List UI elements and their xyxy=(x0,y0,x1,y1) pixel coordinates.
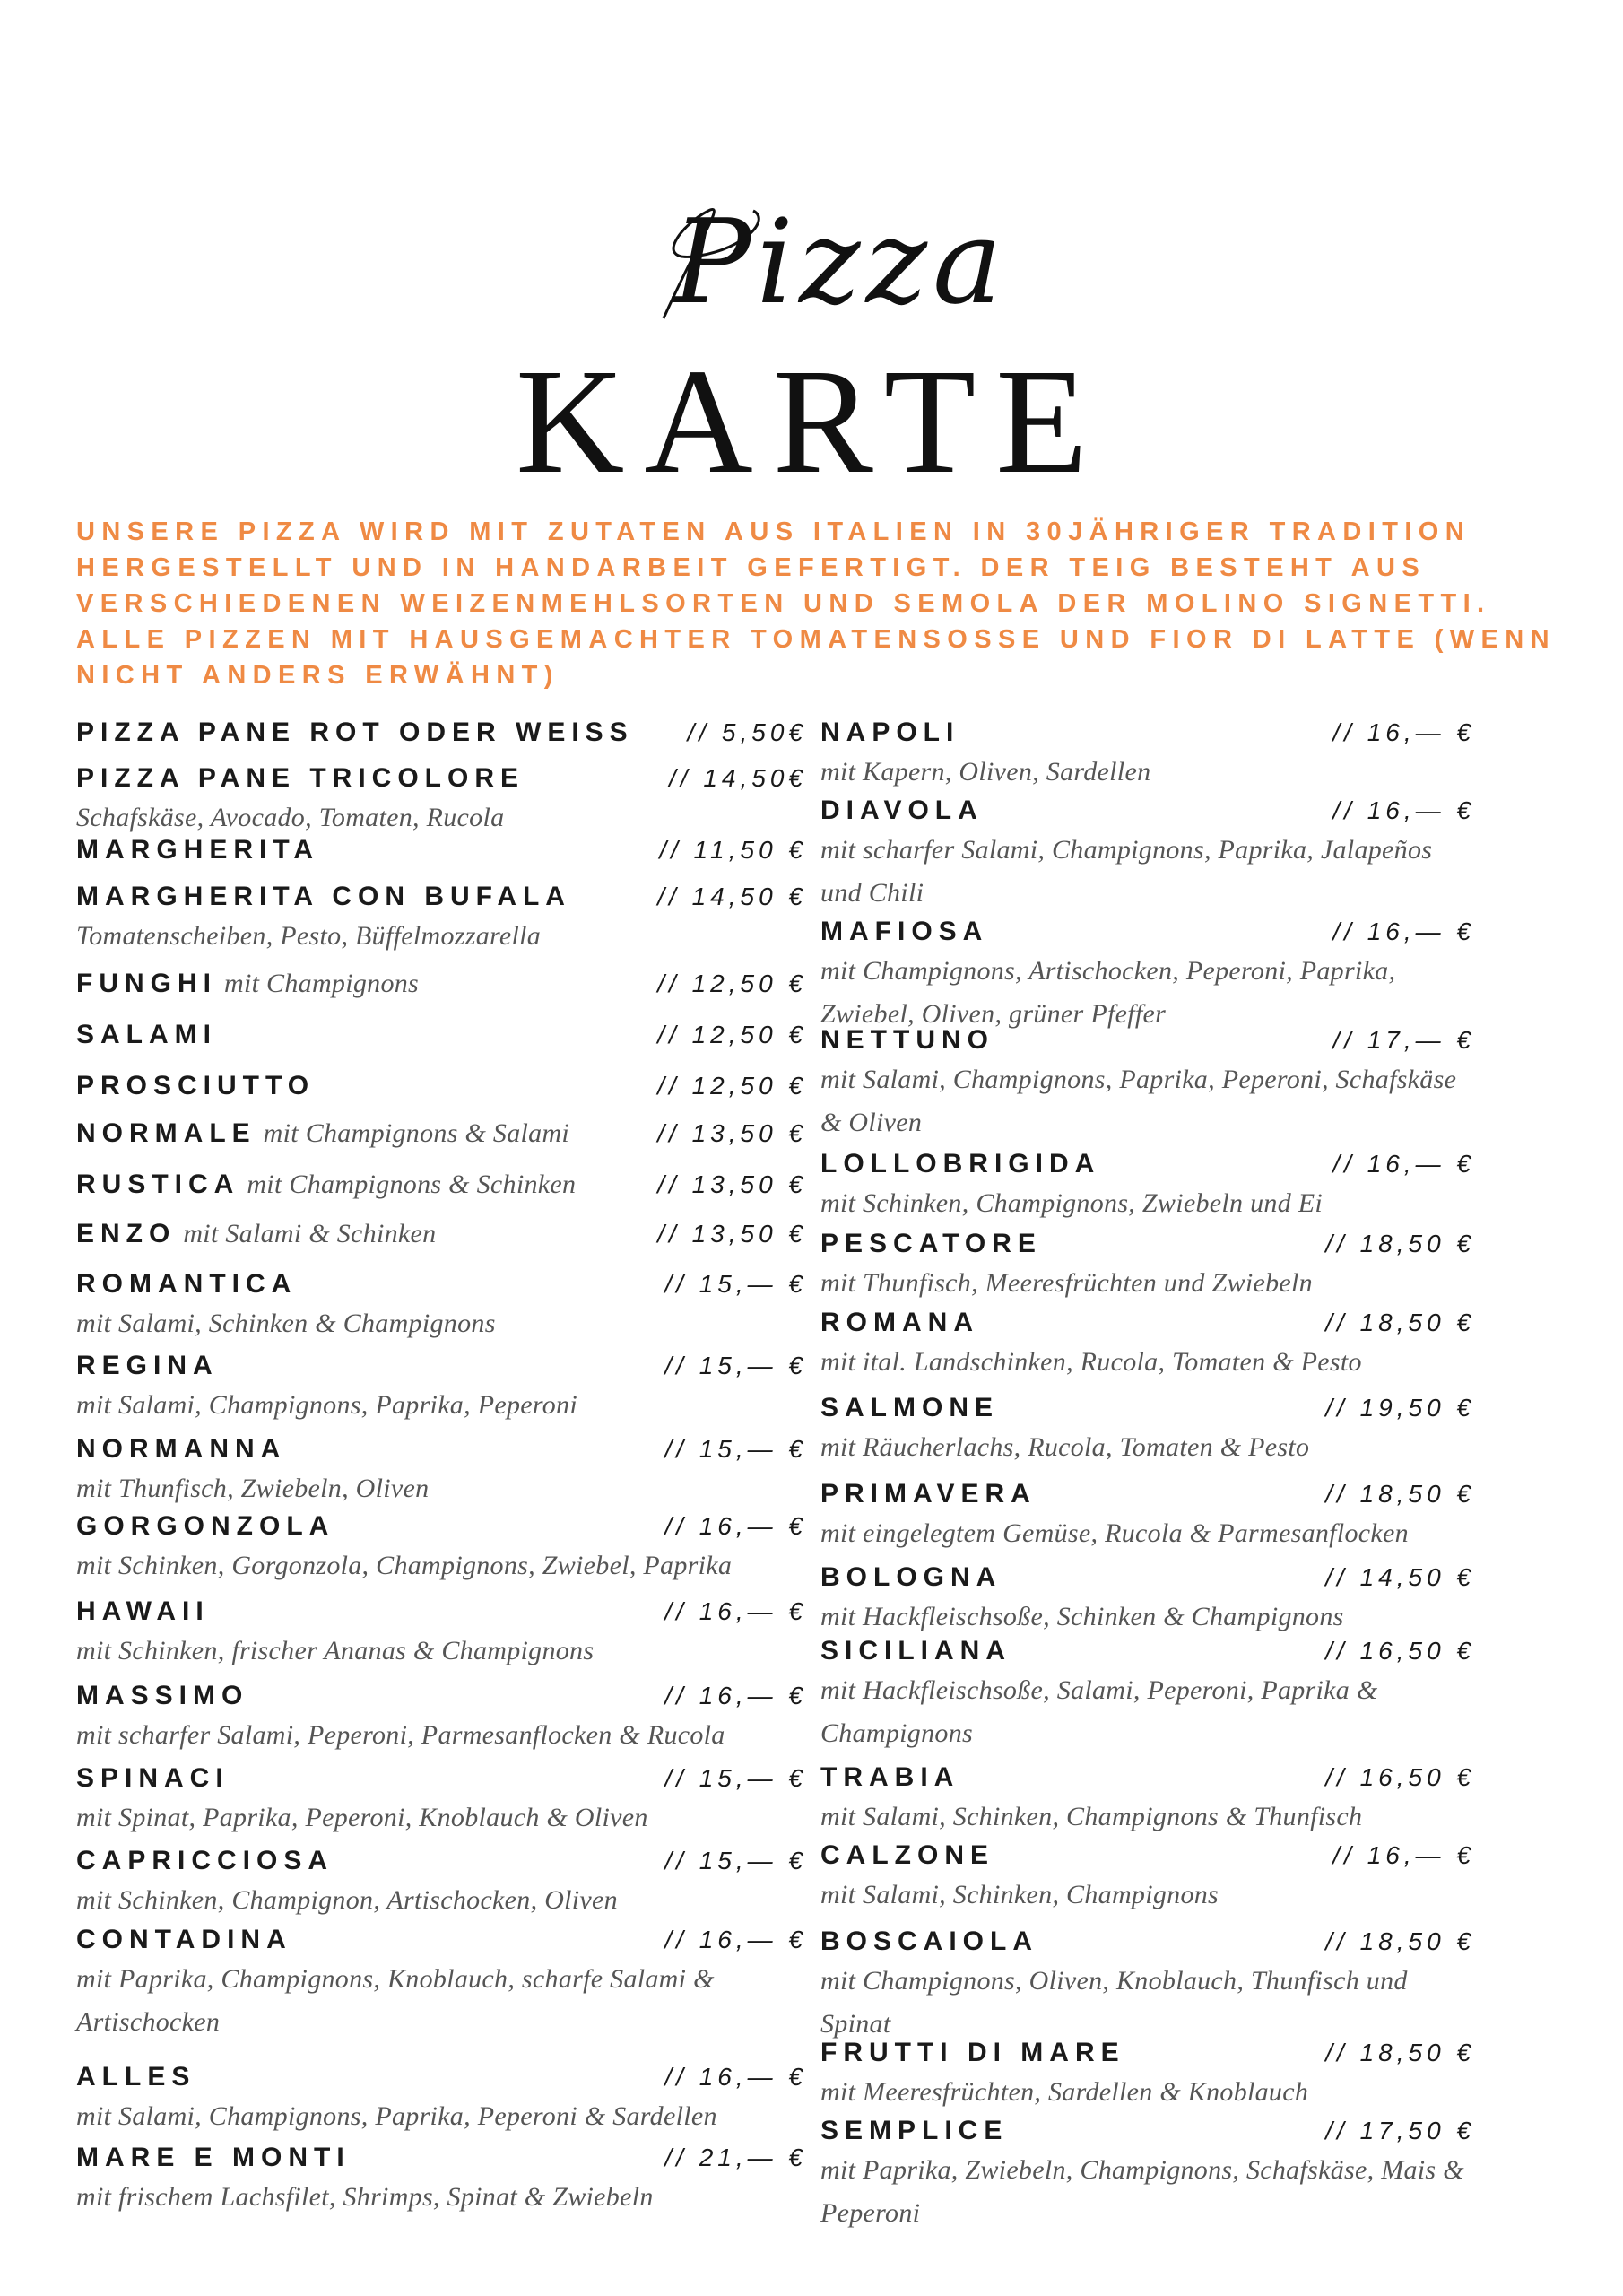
menu-item-header xyxy=(76,1216,807,1252)
menu-item-inline-description: mit Salami & Schinken xyxy=(183,1219,437,1248)
menu-item xyxy=(76,1678,807,1757)
script-title xyxy=(646,184,1067,341)
menu-item-header xyxy=(76,2140,807,2176)
menu-item xyxy=(76,1594,807,1673)
menu-item-price: // 14,50€ xyxy=(669,764,807,792)
menu-item xyxy=(820,1146,1475,1225)
menu-item-name: RUSTICA xyxy=(76,1170,240,1199)
menu-item-price: // 16,— € xyxy=(1332,796,1475,824)
menu-item-name: ENZO xyxy=(76,1219,177,1248)
menu-item-price: // 18,50 € xyxy=(1325,1309,1475,1336)
menu-item xyxy=(820,1560,1475,1639)
page-title: KARTE xyxy=(516,338,1107,505)
menu-item xyxy=(820,2035,1475,2114)
menu-item-description: mit Paprika, Zwiebeln, Champignons, Schafskäse, Mais & Peperoni xyxy=(820,2155,1464,2228)
menu-item-description: mit Paprika, Champignons, Knoblauch, scharfe Salami & Artischocken xyxy=(76,1964,715,2037)
menu-item-description: mit Salami, Champignons, Paprika, Peperoni xyxy=(76,1390,577,1420)
menu-item-header xyxy=(76,1116,807,1152)
menu-item-price: // 21,— € xyxy=(664,2144,807,2171)
menu-item-name: MASSIMO xyxy=(76,1681,249,1710)
menu-item xyxy=(76,879,807,958)
menu-item-price: // 16,— € xyxy=(1332,918,1475,945)
menu-item-price: // 16,— € xyxy=(1332,1150,1475,1178)
menu-item-description: mit Salami, Schinken, Champignons & Thunfisch xyxy=(820,1802,1363,1831)
menu-item-description: mit scharfer Salami, Peperoni, Parmesanflocken & Rucola xyxy=(76,1720,725,1750)
menu-item-name: PROSCIUTTO xyxy=(76,1071,316,1100)
menu-item xyxy=(820,1226,1475,1305)
menu-item xyxy=(76,1761,807,1839)
menu-item-price: // 18,50 € xyxy=(1325,1927,1475,1955)
menu-item-name: FRUTTI DI MARE xyxy=(820,2038,1125,2067)
menu-item-description: mit Salami, Champignons, Paprika, Peperoni, Schafskäse & Oliven xyxy=(820,1065,1457,1137)
menu-item-header xyxy=(76,832,807,868)
menu-item xyxy=(820,715,1475,794)
menu-item xyxy=(76,1843,807,1922)
menu-item xyxy=(76,1431,807,1510)
menu-item-header xyxy=(76,1266,807,1302)
menu-item-name: BOSCAIOLA xyxy=(820,1926,1038,1956)
menu-item-price: // 12,50 € xyxy=(657,970,807,997)
menu-item-header xyxy=(76,966,807,1002)
menu-item-header xyxy=(820,1305,1475,1341)
menu-item xyxy=(76,966,807,1002)
menu-item-price: // 12,50 € xyxy=(657,1021,807,1048)
menu-item-description: mit Hackfleischsoße, Salami, Peperoni, Paprika & Champignons xyxy=(820,1675,1378,1748)
menu-item-price: // 16,— € xyxy=(664,1597,807,1625)
menu-item-description: mit Räucherlachs, Rucola, Tomaten & Pesto xyxy=(820,1432,1310,1462)
menu-item-price: // 16,50 € xyxy=(1325,1763,1475,1791)
menu-item-name: ROMANA xyxy=(820,1308,979,1337)
menu-item-price: // 18,50 € xyxy=(1325,1480,1475,1508)
menu-item-price: // 14,50 € xyxy=(1325,1563,1475,1591)
menu-item-header xyxy=(820,1838,1475,1874)
menu-item-header xyxy=(76,879,807,915)
menu-item-description: mit Schinken, Champignons, Zwiebeln und Ei xyxy=(820,1188,1324,1218)
menu-item-header xyxy=(76,2059,807,2095)
menu-item-name: MARGHERITA CON BUFALA xyxy=(76,882,571,911)
menu-item xyxy=(820,1022,1475,1144)
menu-item-header xyxy=(820,1924,1475,1960)
menu-item-header xyxy=(820,1022,1475,1058)
menu-item xyxy=(820,1305,1475,1384)
menu-item-description: mit Meeresfrüchten, Sardellen & Knoblauch xyxy=(820,2077,1309,2107)
menu-item-header xyxy=(76,1348,807,1384)
menu-item-description: mit ital. Landschinken, Rucola, Tomaten & Pesto xyxy=(820,1347,1362,1377)
menu-item-inline-description: mit Champignons & Schinken xyxy=(247,1170,577,1199)
menu-item-name: SALAMI xyxy=(76,1020,217,1049)
menu-item-header xyxy=(76,715,807,751)
menu-item-price: // 19,50 € xyxy=(1325,1394,1475,1422)
menu-item xyxy=(820,1760,1475,1839)
menu-item xyxy=(820,1633,1475,1755)
menu-item-description: mit eingelegtem Gemüse, Rucola & Parmesanflocken xyxy=(820,1518,1409,1548)
menu-item xyxy=(76,761,807,839)
menu-item-header xyxy=(76,1509,807,1544)
menu-item-header xyxy=(820,1633,1475,1669)
menu-item xyxy=(76,1216,807,1252)
menu-item xyxy=(820,1390,1475,1469)
menu-item-price: // 16,50 € xyxy=(1325,1637,1475,1665)
menu-item-price: // 11,50 € xyxy=(659,836,807,864)
menu-item-price: // 16,— € xyxy=(664,1682,807,1709)
menu-item-name: ROMANTICA xyxy=(76,1269,298,1299)
menu-item-price: // 18,50 € xyxy=(1325,2039,1475,2066)
menu-item-header xyxy=(820,2113,1475,2149)
menu-item-name: LOLLOBRIGIDA xyxy=(820,1149,1101,1178)
intro-text: UNSERE PIZZA WIRD MIT ZUTATEN AUS ITALIEN IN 30JÄHRIGER TRADITION HERGESTELLT UND IN HANDARBEIT GEFERTIGT. DER TEIG BESTEHT AUS VERSCHIEDENEN WEIZENMEHLSORTEN UND SEMOLA DER MOLINO SIGNETTI. ALLE PIZZEN MIT HAUSGEMACHTER TOMATENSOSSE UND FIOR DI LATTE (WENN NICHT ANDERS ERWÄHNT) xyxy=(76,517,1556,690)
menu-item-header xyxy=(76,1017,807,1053)
menu-item xyxy=(76,1068,807,1104)
menu-item-name: TRABIA xyxy=(820,1762,960,1792)
menu-item-name: NETTUNO xyxy=(820,1025,994,1055)
menu-item-header xyxy=(76,1678,807,1714)
menu-item-name: MAFIOSA xyxy=(820,917,989,946)
menu-item-price: // 13,50 € xyxy=(657,1119,807,1147)
menu-item-price: // 17,50 € xyxy=(1325,2117,1475,2144)
menu-item-name: FUNGHI xyxy=(76,969,217,998)
menu-item-name: DIAVOLA xyxy=(820,796,984,825)
menu-item-header xyxy=(820,1390,1475,1426)
menu-item-header xyxy=(76,1431,807,1467)
menu-item-description: mit Champignons, Artischocken, Peperoni, Paprika, Zwiebel, Oliven, grüner Pfeffer xyxy=(820,956,1396,1029)
menu-item-price: // 16,— € xyxy=(664,1926,807,1953)
menu-item-header xyxy=(820,914,1475,950)
menu-item xyxy=(76,1922,807,2044)
menu-item-header xyxy=(76,1167,807,1203)
menu-item-name: PIZZA PANE ROT ODER WEISS xyxy=(76,718,634,747)
menu-item xyxy=(820,1924,1475,2046)
menu-item-name: PESCATORE xyxy=(820,1229,1042,1258)
menu-item-price: // 18,50 € xyxy=(1325,1230,1475,1257)
menu-item-description: mit Salami, Schinken, Champignons xyxy=(820,1880,1219,1909)
menu-item-description: mit Spinat, Paprika, Peperoni, Knoblauch & Oliven xyxy=(76,1803,648,1832)
menu-item xyxy=(820,1476,1475,1555)
menu-item xyxy=(820,2113,1475,2235)
menu-item xyxy=(76,1509,807,1587)
menu-item-name: CONTADINA xyxy=(76,1925,292,1954)
menu-item xyxy=(76,1116,807,1152)
menu-item-price: // 15,— € xyxy=(664,1847,807,1874)
menu-item xyxy=(76,2140,807,2219)
menu-item xyxy=(76,1017,807,1053)
menu-item-header xyxy=(76,1922,807,1958)
menu-item-header xyxy=(820,793,1475,829)
menu-item-name: GORGONZOLA xyxy=(76,1511,335,1541)
menu-item-header xyxy=(76,761,807,796)
menu-item-name: PRIMAVERA xyxy=(820,1479,1037,1509)
menu-item xyxy=(820,1838,1475,1917)
menu-item-description: mit Thunfisch, Meeresfrüchten und Zwiebeln xyxy=(820,1268,1313,1298)
menu-item-header xyxy=(76,1761,807,1796)
menu-item xyxy=(76,832,807,868)
menu-item-name: MARE E MONTI xyxy=(76,2143,351,2172)
menu-item xyxy=(820,793,1475,915)
menu-item-name: ALLES xyxy=(76,2062,196,2092)
menu-item-name: PIZZA PANE TRICOLORE xyxy=(76,763,525,793)
menu-item xyxy=(820,914,1475,1036)
menu-item-inline-description: mit Champignons xyxy=(224,969,420,998)
menu-item-description: mit Schinken, Gorgonzola, Champignons, Zwiebel, Paprika xyxy=(76,1551,733,1580)
menu-item-name: NORMALE xyxy=(76,1118,256,1148)
menu-item-description: Tomatenscheiben, Pesto, Büffelmozzarella xyxy=(76,921,542,951)
menu-item-price: // 16,— € xyxy=(664,1512,807,1540)
menu-item-description: mit Salami, Champignons, Paprika, Peperoni & Sardellen xyxy=(76,2101,717,2131)
menu-item-price: // 16,— € xyxy=(664,2063,807,2091)
menu-item-description: mit Champignons, Oliven, Knoblauch, Thunfisch und Spinat xyxy=(820,1966,1408,2039)
menu-item-price: // 5,50€ xyxy=(687,718,807,746)
menu-item xyxy=(76,2059,807,2138)
menu-item-description: mit frischem Lachsfilet, Shrimps, Spinat & Zwiebeln xyxy=(76,2182,654,2212)
menu-item-name: SPINACI xyxy=(76,1763,230,1793)
menu-item-price: // 13,50 € xyxy=(657,1220,807,1248)
menu-item-inline-description: mit Champignons & Salami xyxy=(263,1118,570,1148)
menu-item-header xyxy=(820,2035,1475,2071)
menu-item xyxy=(76,1348,807,1427)
menu-item-price: // 13,50 € xyxy=(657,1170,807,1198)
menu-item-description: Schafskäse, Avocado, Tomaten, Rucola xyxy=(76,803,505,832)
menu-item-name: MARGHERITA xyxy=(76,835,320,865)
menu-item-header xyxy=(820,1476,1475,1512)
menu-item-header xyxy=(76,1068,807,1104)
menu-item-price: // 15,— € xyxy=(664,1435,807,1463)
menu-item-price: // 12,50 € xyxy=(657,1072,807,1100)
menu-item-name: REGINA xyxy=(76,1351,219,1380)
menu-item xyxy=(76,1266,807,1345)
menu-item-header xyxy=(820,1146,1475,1182)
menu-item-name: CALZONE xyxy=(820,1840,994,1870)
menu-item-header xyxy=(820,715,1475,751)
menu-item-description: mit scharfer Salami, Champignons, Paprika, Jalapeños und Chili xyxy=(820,835,1433,908)
menu-item-price: // 15,— € xyxy=(664,1270,807,1298)
menu-item-header xyxy=(76,1843,807,1879)
menu-item-name: HAWAII xyxy=(76,1596,210,1626)
menu-item xyxy=(76,715,807,751)
menu-item-price: // 14,50 € xyxy=(657,883,807,910)
menu-item-name: SICILIANA xyxy=(820,1636,1011,1665)
menu-item-name: SALMONE xyxy=(820,1393,999,1422)
script-title-text: Pizza xyxy=(673,194,1008,330)
menu-item-header xyxy=(820,1760,1475,1796)
menu-item-price: // 17,— € xyxy=(1332,1026,1475,1054)
menu-item-price: // 15,— € xyxy=(664,1764,807,1792)
menu-item-header xyxy=(820,1560,1475,1596)
menu-item-price: // 16,— € xyxy=(1332,718,1475,746)
menu-item-header xyxy=(820,1226,1475,1262)
menu-item-description: mit Schinken, Champignon, Artischocken, Oliven xyxy=(76,1885,618,1915)
menu-item-name: SEMPLICE xyxy=(820,2116,1009,2145)
menu-item-description: mit Hackfleischsoße, Schinken & Champignons xyxy=(820,1602,1344,1631)
menu-item-price: // 15,— € xyxy=(664,1352,807,1379)
menu-item-description: mit Salami, Schinken & Champignons xyxy=(76,1309,496,1338)
menu-item xyxy=(76,1167,807,1203)
menu-item-name: CAPRICCIOSA xyxy=(76,1846,334,1875)
menu-item-name: NORMANNA xyxy=(76,1434,287,1464)
menu-item-name: NAPOLI xyxy=(820,718,960,747)
menu-item-description: mit Thunfisch, Zwiebeln, Oliven xyxy=(76,1474,430,1503)
menu-item-description: mit Schinken, frischer Ananas & Champignons xyxy=(76,1636,595,1665)
menu-item-header xyxy=(76,1594,807,1630)
menu-item-price: // 16,— € xyxy=(1332,1841,1475,1869)
menu-item-name: BOLOGNA xyxy=(820,1562,1002,1592)
menu-item-description: mit Kapern, Oliven, Sardellen xyxy=(820,757,1151,787)
